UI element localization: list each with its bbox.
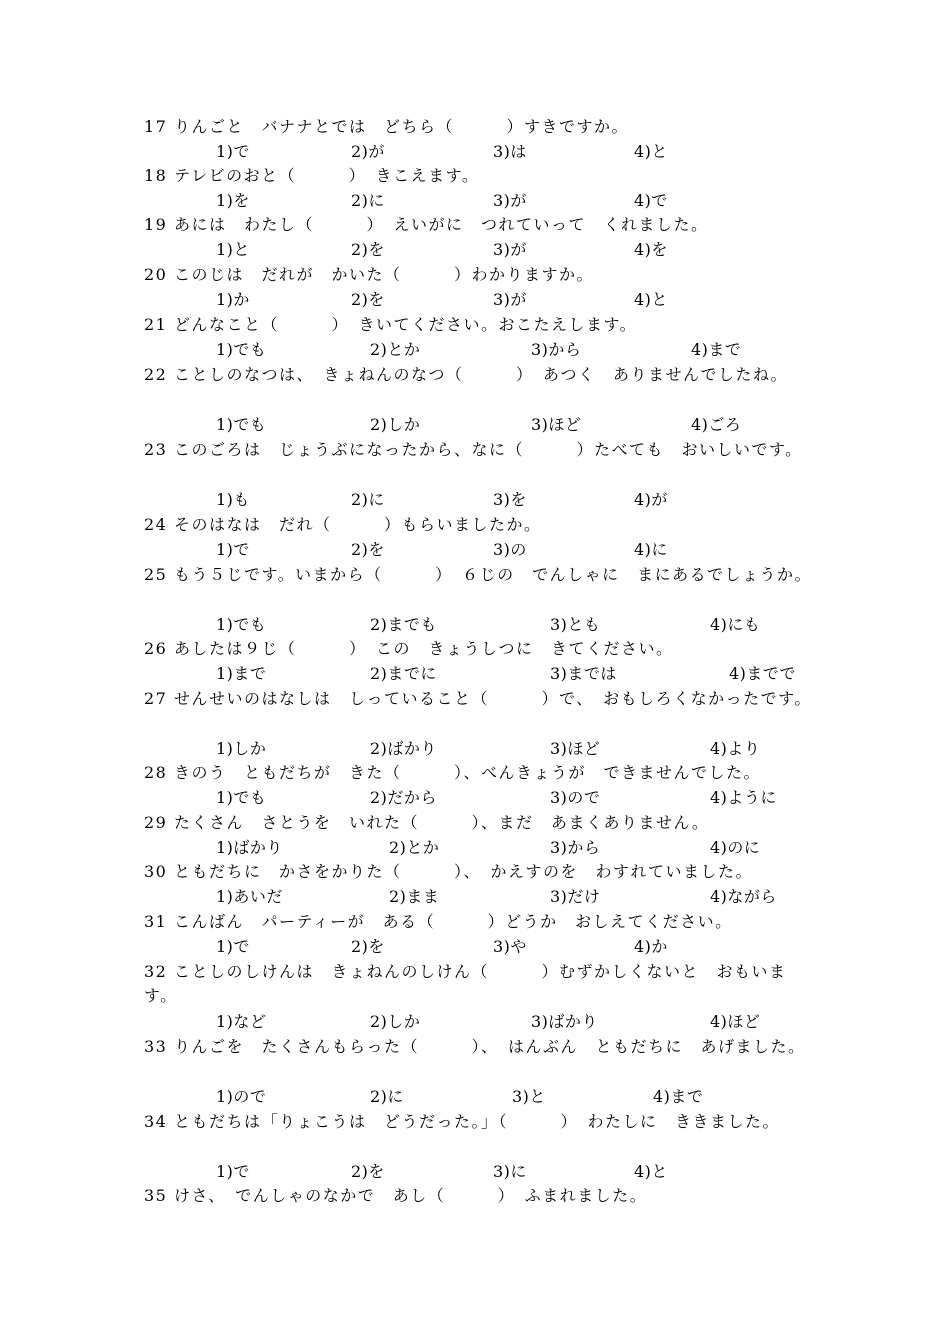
option-30-2: 2)まま (389, 887, 440, 906)
option-27-1: 1)しか (216, 739, 267, 758)
options-row-30 (0, 885, 950, 909)
option-18-1: 1)を (216, 191, 250, 210)
option-30-3: 3)だけ (550, 887, 601, 906)
option-29-1: 1)ばかり (216, 838, 283, 857)
question-35: 35 けさ、 でんしゃのなかで あし（ ） ふまれました。 (144, 1186, 648, 1205)
options-row-27 (0, 737, 950, 761)
option-20-2: 2)を (351, 290, 385, 309)
options-row-19 (0, 238, 950, 262)
options-row-18 (0, 189, 950, 213)
option-19-2: 2)を (351, 240, 385, 259)
option-25-3: 3)とも (550, 615, 601, 634)
option-33-4: 4)まで (653, 1087, 704, 1106)
question-31: 31 こんばん パーティーが ある（ ）どうか おしえてください。 (144, 912, 733, 931)
option-22-4: 4)ごろ (691, 415, 742, 434)
option-22-2: 2)しか (370, 415, 421, 434)
question-29: 29 たくさん さとうを いれた（ ）、まだ あまくありません。 (144, 813, 710, 832)
option-24-3: 3)の (493, 540, 527, 559)
question-25: 25 もう５じです。いまから（ ） ６じの でんしゃに まにあるでしょうか。 (144, 565, 813, 584)
option-25-2: 2)までも (370, 615, 437, 634)
option-28-4: 4)ように (710, 788, 777, 807)
option-19-3: 3)が (493, 240, 527, 259)
option-34-2: 2)を (351, 1162, 385, 1181)
option-31-2: 2)を (351, 937, 385, 956)
options-row-31 (0, 935, 950, 959)
question-18: 18 テレビのおと（ ） きこえます。 (144, 166, 480, 185)
option-19-4: 4)を (634, 240, 668, 259)
option-31-1: 1)で (216, 937, 250, 956)
option-24-2: 2)を (351, 540, 385, 559)
option-22-1: 1)でも (216, 415, 267, 434)
options-row-29 (0, 836, 950, 860)
question-32: 32 ことしのしけんは きょねんのしけん（ ）むずかしくないと おもいます。 (144, 962, 787, 1005)
option-26-2: 2)までに (370, 664, 437, 683)
option-20-3: 3)が (493, 290, 527, 309)
option-24-4: 4)に (634, 540, 668, 559)
option-34-1: 1)で (216, 1162, 250, 1181)
option-27-4: 4)より (710, 739, 761, 758)
option-21-2: 2)とか (370, 340, 421, 359)
option-33-3: 3)と (512, 1087, 546, 1106)
option-21-4: 4)まで (691, 340, 742, 359)
option-34-3: 3)に (493, 1162, 527, 1181)
option-27-2: 2)ばかり (370, 739, 437, 758)
option-17-3: 3)は (493, 142, 527, 161)
option-33-1: 1)ので (216, 1087, 267, 1106)
question-22: 22 ことしのなつは、 きょねんのなつ（ ） あつく ありませんでしたね。 (144, 365, 788, 384)
options-row-28 (0, 786, 950, 810)
options-row-33 (0, 1085, 950, 1109)
option-26-3: 3)までは (550, 664, 617, 683)
option-23-1: 1)も (216, 490, 250, 509)
question-20: 20 このじは だれが かいた（ ）わかりますか。 (144, 265, 594, 284)
options-row-17 (0, 140, 950, 164)
option-27-3: 3)ほど (550, 739, 601, 758)
option-20-4: 4)と (634, 290, 668, 309)
question-30: 30 ともだちに かさをかりた（ ）、 かえすのを わすれていました。 (144, 862, 753, 881)
option-28-1: 1)でも (216, 788, 267, 807)
option-18-2: 2)に (351, 191, 385, 210)
question-24: 24 そのはなは だれ（ ）もらいましたか。 (144, 515, 542, 534)
option-25-4: 4)にも (710, 615, 761, 634)
option-24-1: 1)で (216, 540, 250, 559)
option-29-4: 4)のに (710, 838, 761, 857)
option-17-4: 4)と (634, 142, 668, 161)
option-21-3: 3)から (531, 340, 582, 359)
option-30-1: 1)あいだ (216, 887, 283, 906)
option-18-3: 3)が (493, 191, 527, 210)
question-27: 27 せんせいのはなしは しっていること（ ）で、 おもしろくなかったです。 (144, 689, 812, 708)
option-28-3: 3)ので (550, 788, 601, 807)
option-23-3: 3)を (493, 490, 527, 509)
option-30-4: 4)ながら (710, 887, 777, 906)
options-row-26 (0, 662, 950, 686)
option-28-2: 2)だから (370, 788, 437, 807)
question-34: 34 ともだちは「りょこうは どうだった。」（ ） わたしに ききました。 (144, 1112, 780, 1131)
question-21: 21 どんなこと（ ） きいてください。おこたえします。 (144, 315, 638, 334)
option-22-3: 3)ほど (531, 415, 582, 434)
option-29-2: 2)とか (389, 838, 440, 857)
options-row-25 (0, 613, 950, 637)
question-17: 17 りんごと バナナとでは どちら（ ）すきですか。 (144, 117, 629, 136)
options-row-20 (0, 288, 950, 312)
option-32-4: 4)ほど (710, 1012, 761, 1031)
option-26-4: 4)までで (729, 664, 796, 683)
options-row-23 (0, 488, 950, 512)
option-29-3: 3)から (550, 838, 601, 857)
option-20-1: 1)か (216, 290, 250, 309)
option-23-4: 4)が (634, 490, 668, 509)
option-31-3: 3)や (493, 937, 527, 956)
option-33-2: 2)に (370, 1087, 404, 1106)
question-19: 19 あには わたし（ ） えいがに つれていって くれました。 (144, 215, 709, 234)
option-25-1: 1)でも (216, 615, 267, 634)
option-23-2: 2)に (351, 490, 385, 509)
options-row-32 (0, 1010, 950, 1034)
question-28: 28 きのう ともだちが きた（ ）、べんきょうが できませんでした。 (144, 763, 761, 782)
option-21-1: 1)でも (216, 340, 267, 359)
question-26: 26 あしたは９じ（ ） この きょうしつに きてください。 (144, 639, 674, 658)
option-19-1: 1)と (216, 240, 250, 259)
options-row-22 (0, 413, 950, 437)
option-17-1: 1)で (216, 142, 250, 161)
question-33: 33 りんごを たくさんもらった（ ）、 はんぶん ともだちに あげました。 (144, 1037, 806, 1056)
option-18-4: 4)で (634, 191, 668, 210)
option-31-4: 4)か (634, 937, 668, 956)
option-32-2: 2)しか (370, 1012, 421, 1031)
option-32-1: 1)など (216, 1012, 267, 1031)
option-17-2: 2)が (351, 142, 385, 161)
options-row-21 (0, 338, 950, 362)
option-26-1: 1)まで (216, 664, 267, 683)
options-row-34 (0, 1160, 950, 1184)
option-32-3: 3)ばかり (531, 1012, 598, 1031)
option-34-4: 4)と (634, 1162, 668, 1181)
options-row-24 (0, 538, 950, 562)
question-23: 23 このごろは じょうぶになったから、なに（ ）たべても おいしいです。 (144, 440, 803, 459)
